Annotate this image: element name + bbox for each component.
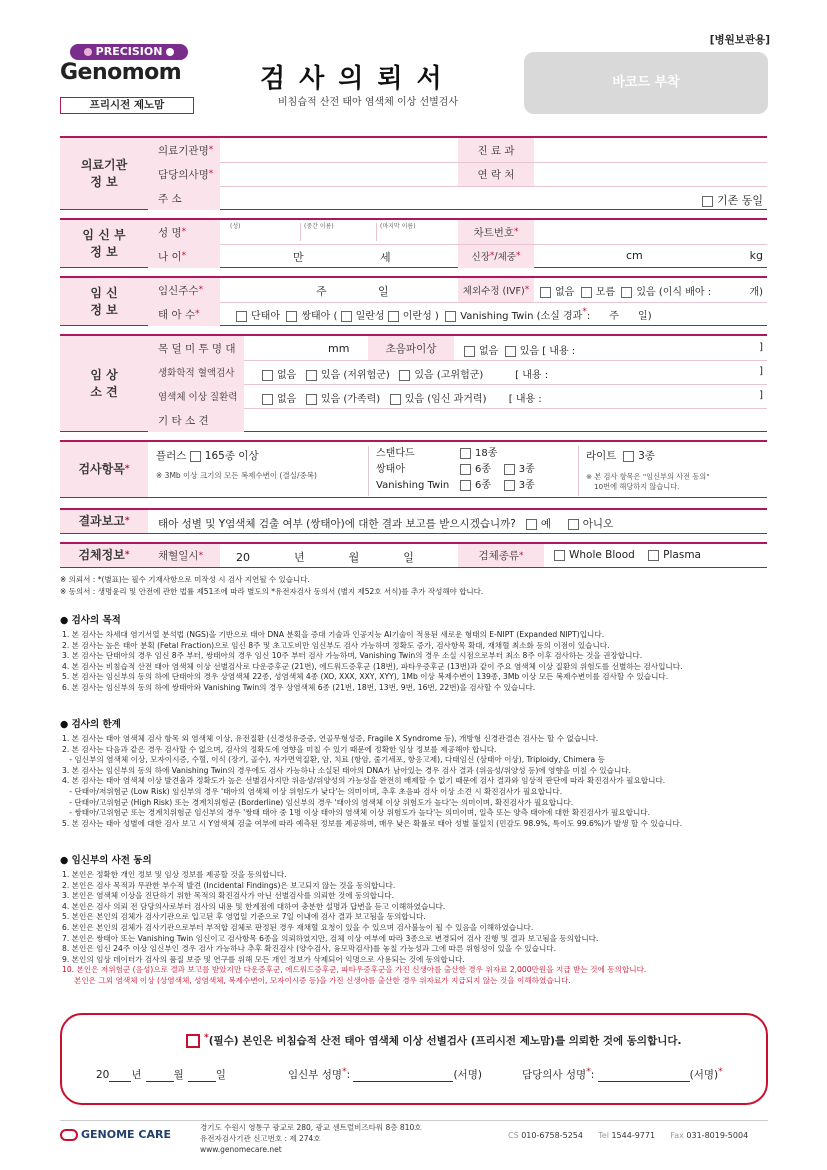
lite-note: ※ 본 검사 항목은 "임신부의 사전 동의" 10번에 해당하지 않습니다. [586,472,710,491]
consent-statement: *(필수) 본인은 비침습적 산전 태아 염색체 이상 선별검사 (프리시전 제노맘)를 의뢰한 것에 동의합니다. [186,1033,682,1048]
consent-item: 1. 본인은 정확한 개인 정보 및 임상 정보를 제공할 것을 동의합니다. [62,870,287,879]
fetus-count-label: 태 아 수 * [148,302,220,326]
patient-section-title: 임 신 부 정 보 [60,218,148,268]
bracket-close: ] [759,366,763,377]
purpose-item: 1. 본 검사는 차세대 염기서열 분석법 (NGS)을 기반으로 태아 DNA 분획을 증대 기술과 인공지능 AI기술이 적용된 새로운 형태의 E-NIPT (Expanded NIPT)입니다. [62,630,605,639]
first-name-hint: (마지막 이름) [380,223,416,230]
address-label: 주 소 [148,186,220,210]
consent-item-10-sub: 본인은 그외 염색체 이상 (상염색체, 성염색체, 복제수변이, 모자이시증 등)을 가진 신생아를 출산한 경우 위자료가 지급되지 않는 것을 이해하였습니다. [74,975,571,985]
clinical-section [148,334,767,432]
same-as-before[interactable]: 기존 동일 [702,192,763,208]
specimen-section [148,542,767,568]
kg-unit: kg [749,249,763,262]
purpose-title: ● 검사의 목적 [60,615,121,626]
consent-item: 2. 본인은 검사 목적과 무관한 부수적 발견 (Incidental Findings)은 보고되지 않는 것을 동의합니다. [62,880,396,890]
consent-item: 8. 본인은 임신 24주 이상 임신부인 경우 검사 가능하나 추후 확진검사 (양수검사, 융모막검사)를 놓칠 가능성과 그에 따른 위험성이 있을 수 있습니다. [62,944,557,954]
past-yes-checkbox[interactable] [390,394,401,405]
us-none-checkbox[interactable] [464,346,475,357]
pregnancy-section [148,276,767,326]
doctor-name-label: 담당의사명 * [148,162,220,186]
brand-subtitle: 프리시전 제노맘 [60,97,194,114]
consent-items-list [62,870,646,987]
purpose-item: 3. 본 검사는 단태아의 경우 임신 8주 부터, 쌍태아의 경우 임신 10주 부터 검사 가능하며, Vanishing Twin의 경우 소실 시점으로부터 최소 8주 이후 검사하는 것을 권장합니다. [62,651,643,661]
twin-3-checkbox[interactable] [504,464,515,475]
mono-checkbox[interactable] [341,311,352,322]
standard-options: 스탠다드 18종 쌍태아 6종 3종 Vanishing Twin 6종 3종 [376,448,535,491]
purpose-item: 4. 본 검사는 비침습적 산전 태아 염색체 이상 선별검사로 다운증후군 (21번), 에드워드증후군 (18번), 파타우증후군 (13번)과 같이 주요 염색체 이상 질환의 위험도를 선별하는 검사입니다. [62,661,683,671]
genome-care-icon [60,1129,78,1141]
report-yes-checkbox[interactable] [526,519,537,530]
fetus-options: 단태아 쌍태아 ( 일란성 이란성 ) Vanishing Twin (소실 경과*: 주 일) [236,307,652,322]
nt-label: 목 덜 미 투 명 대 [148,336,244,360]
footer-contacts: CS 010-6758-5254 Tel 1544-9771 Fax 031-8019-5004 [508,1131,749,1140]
limits-list [62,734,682,829]
purpose-item: 5. 본 검사는 임신부의 동의 하에 단태아의 경우 상염색체 22종, 성염색체 4종 (XO, XXX, XXY, XYY), 1Mb 이상 복제수변이 139종, 3Mb 이상 모든 복제수변이를 검사할 수 있습니다. [62,672,669,682]
height-weight-label: 신장 * / 체중 * [458,244,534,268]
consent-checkbox[interactable] [186,1034,200,1048]
vt-3-checkbox[interactable] [504,480,515,491]
report-no-checkbox[interactable] [568,519,579,530]
brand-logo: Genomom [60,60,182,85]
chart-number-label: 차트번호 * [458,220,534,244]
purpose-item: 6. 본 검사는 임신부의 동의 하에 쌍태아와 Vanishing Twin의 경우 상염색체 6종 (21번, 18번, 13번, 9번, 16번, 22번)을 검사할 수 있습니다. [62,682,536,692]
badge-dot-icon [84,48,92,56]
department-label: 진 료 과 [458,138,534,162]
note-request: ※ 의뢰서 : *(별표)는 필수 기재사항으로 미작성 시 검사 지연될 수 있습니다. [60,575,310,584]
patient-section [148,218,767,268]
blood-test-options: 없음 있음 (저위험군) 있음 (고위험군) [ 내용 : [262,366,548,381]
mm-unit: mm [328,342,350,355]
ivf-yes-checkbox[interactable] [621,287,632,298]
weeks-label: 임신주수 * [148,278,220,302]
plasma-checkbox[interactable] [648,550,659,561]
blood-date-fields: 20 년 월 일 [236,551,414,564]
patient-signature[interactable]: 임신부 성명*: (서명) [288,1067,482,1081]
limits-item: 5. 본 검사는 태아 성별에 대한 검사 보고 시 Y염색체 검출 여부에 따라 예측된 정보를 제공하며, 매우 낮은 확률로 태아 성별 불일치 (민감도 98.9%, 특이도 99.6%)가 발생 할 수 있습니다. [62,818,683,828]
specimen-type-options: Whole Blood Plasma [554,549,701,561]
consent-item: 7. 본인은 쌍태아 또는 Vanishing Twin 임신이고 검사항목 6종을 의뢰하였지만, 검체 이상 여부에 따라 3종으로 변경되어 검사 진행 및 결과 보고됨을 동의합니다. [62,933,599,943]
blood-high-checkbox[interactable] [399,370,410,381]
brand-badge-text: PRECISION [95,45,163,58]
report-section [148,508,767,534]
last-name-hint: (성) [230,223,241,230]
blood-test-label: 생화학적 혈액검사 [148,360,244,384]
family-yes-checkbox[interactable] [306,394,317,405]
institution-section [148,136,767,210]
ultrasound-options: 없음 있음 [ 내용 : [464,342,575,357]
contact-label: 연 락 처 [458,162,534,186]
consent-item: 9. 본인의 임상 데이터가 검사의 품질 보증 및 연구를 위해 모든 개인 정보가 삭제되어 익명으로 사용되는 것에 동의합니다. [62,954,465,964]
ivf-options: 없음 모름 있음 (이식 배아 : [540,283,711,298]
copy-label: [병원보관용] [709,34,770,46]
consent-item: 4. 본인은 검사 의뢰 전 담당의사로부터 검사의 내용 및 한계점에 대하여 충분한 설명과 답변을 듣고 이해하였습니다. [62,901,446,911]
footer-logo: GENOME CARE [60,1128,171,1141]
lite-option: 라이트 3종 [586,450,655,462]
footer-address-block [200,1122,422,1155]
vt-6-checkbox[interactable] [460,480,471,491]
ivf-label: 체외수정 (IVF) * [458,278,534,302]
clinical-section-title: 임 상 소 견 [60,334,148,432]
limits-item: 2. 본 검사는 다음과 같은 경우 검사할 수 없으며, 검사의 정확도에 영향을 미칠 수 있기 때문에 정확한 임상 정보를 제공해야 합니다. [62,744,497,754]
limits-item: 4. 본 검사는 태아 염색체 이상 발견율과 정확도가 높은 선별검사지만 위음성/위양성의 가능성을 완전히 배제할 수 없기 때문에 검사 결과와 임상적 판단에 따라 확진검사가 필요합니다. [62,776,666,786]
consent-date: 20 년 월 일 [96,1069,226,1081]
limits-item: - 단태아/저위험군 (Low Risk) 임신부의 경우 '태아의 염색체 이상 위험도가 낮다'는 의미이며, 추후 초음파 검사 이상 소견 시 확진검사가 필요합니다. [62,786,563,796]
consent-item-10: 10. 본인은 저위험군 (음성)으로 결과 보고를 받았지만 다운증후군, 에드워드증후군, 파타우증후군을 가진 신생아를 출산한 경우 위자료 2,000만원을 지급 받는 것에 동의합니다. [62,965,647,975]
patient-name-label: 성 명 * [148,220,220,244]
bracket-close: ] [759,390,763,401]
family-none-checkbox[interactable] [262,394,273,405]
limits-item: 3. 본 검사는 임신부의 동의 하에 Vanishing Twin의 경우에도 검사 가능하나 소실된 태아의 DNA가 남아있는 경우 검사 결과 (위음성/위양성 등)에 영향을 미칠 수 있습니다. [62,765,632,775]
limits-title: ● 검사의 한계 [60,719,121,730]
plus-note: ※ 3Mb 이상 크기의 모든 복제수변이 (결실/중복) [156,471,317,480]
badge-dot-icon [166,48,174,56]
consent-items-title: ● 임신부의 사전 동의 [60,855,152,866]
note-consent: ※ 동의서 : 생명윤리 및 안전에 관한 법률 제51조에 따라 별도의 *유전자검사 동의서 (별지 제52호 서식)를 추가 작성해야 합니다. [60,587,484,596]
family-history-label: 염색체 이상 질환력 [148,384,244,408]
barcode-area: 바코드 부착 [524,52,768,114]
form-subtitle: 비침습적 산전 태아 염색체 이상 선별검사 [278,97,459,108]
test-items-section [148,440,767,498]
weeks-unit: 주 [316,285,327,298]
age-label: 나 이 * [148,244,220,268]
footer-license: 유전자검사기관 신고번호 : 제 274호 [200,1134,321,1143]
single-checkbox[interactable] [236,311,247,322]
age-unit-man: 만 [293,251,304,264]
us-yes-checkbox[interactable] [505,346,516,357]
limits-item: - 임신부의 염색체 이상, 모자이시증, 수혈, 이식 (장기, 골수), 자가면역질환, 암, 치료 (항암, 줄기세포, 항응고제), 다태임신 (삼태아 이상), Triploidy, Chimera 등 [62,755,605,765]
limits-item: 1. 본 검사는 태아 염색체 검사 항목 외 염색체 이상, 유전질환 (신경성유증증, 연골무형성증, Fragile X Syndrome 등), 개방형 신경관결손 검사는 할 수 없습니다. [62,734,599,743]
other-findings-label: 기 타 소 견 [148,408,244,432]
institution-name-label: 의료기관명 * [148,138,220,162]
ultrasound-label: 초음파이상 [368,336,454,360]
plus-option: 플러스 165종 이상 [156,450,259,462]
same-checkbox[interactable] [702,196,713,207]
age-unit-se: 세 [380,251,391,264]
footer-website[interactable]: www.genomecare.net [200,1145,282,1154]
std-18-checkbox[interactable] [460,448,471,459]
specimen-type-label: 검체종류 * [458,544,544,567]
plus-165-checkbox[interactable] [190,451,201,462]
ivf-none-checkbox[interactable] [540,287,551,298]
specimen-section-title: 검체정보 * [60,542,148,568]
blood-low-checkbox[interactable] [306,370,317,381]
lite-3-checkbox[interactable] [623,451,634,462]
purpose-list [62,630,683,694]
blood-none-checkbox[interactable] [262,370,273,381]
family-history-options: 없음 있음 (가족력) 있음 (임신 과거력) [ 내용 : [262,390,542,405]
doctor-signature[interactable]: 담당의사 성명*: (서명)* [522,1067,723,1081]
di-checkbox[interactable] [388,311,399,322]
blood-date-label: 채혈일시 * [148,544,220,567]
test-items-section-title: 검사항목 * [60,440,148,498]
brand-badge [70,44,188,60]
consent-item: 6. 본인은 본인의 검체가 검사기관으로부터 부적합 검체로 판정된 경우 재채혈 요청이 있을 수 있으며 검사불능이 될 수 있음을 이해하였습니다. [62,922,534,932]
embryo-unit: 개) [749,287,763,298]
purpose-item: 2. 본 검사는 높은 태아 분획 (Fetal Fraction)으로 임신 8주 및 초고도비만 임신부도 검사 가능하며 정확도 증가, 검사항목 확대, 재채혈 최소화 등의 이점이 있습니다. [62,640,610,650]
twin-checkbox[interactable] [286,311,297,322]
report-section-title: 결과보고 * [60,508,148,534]
middle-name-hint: (중간 이름) [304,223,334,230]
limits-item: - 단태아/고위험군 (High Risk) 또는 경계치위험군 (Borderline) 임신부의 경우 '태아의 염색체 이상 위험도가 높다'는 의미이며, 확진검사가 필요합니다. [62,797,574,807]
cm-unit: cm [626,249,643,262]
consent-item: 3. 본인은 염색체 이상을 진단하기 위한 목적의 확진검사가 아닌 선별검사를 의뢰한 것에 동의합니다. [62,891,395,901]
consent-box [60,1013,768,1105]
bracket-close: ] [759,342,763,353]
pregnancy-section-title: 임 신 정 보 [60,276,148,326]
days-unit: 일 [378,285,389,298]
ivf-unknown-checkbox[interactable] [581,287,592,298]
vanishing-checkbox[interactable] [445,311,456,322]
institution-section-title: 의료기관 정 보 [60,136,148,210]
consent-item: 5. 본인은 본인의 검체가 검사기관으로 입고된 후 영업일 기준으로 7일 이내에 검사 결과 보고됨을 동의합니다. [62,912,426,922]
twin-6-checkbox[interactable] [460,464,471,475]
report-question: 태아 성별 및 Y염색체 검출 여부 (쌍태아)에 대한 결과 보고를 받으시겠습니까? 예 아니오 [158,518,614,530]
form-title: 검사의뢰서 [260,64,456,94]
footer-address: 경기도 수원시 영통구 광교로 280, 광교 센트럴비즈타워 8층 810호 [200,1123,422,1132]
limits-item: - 쌍태아/고위험군 또는 경계치위험군 임신부의 경우 '쌍태 태아 중 1명 이상 태아의 염색체 이상 위험도가 높다'는 의미이며, 일측 또는 양측 태아에 대한 확진검사가 필요합니다. [62,808,651,818]
whole-blood-checkbox[interactable] [554,550,565,561]
